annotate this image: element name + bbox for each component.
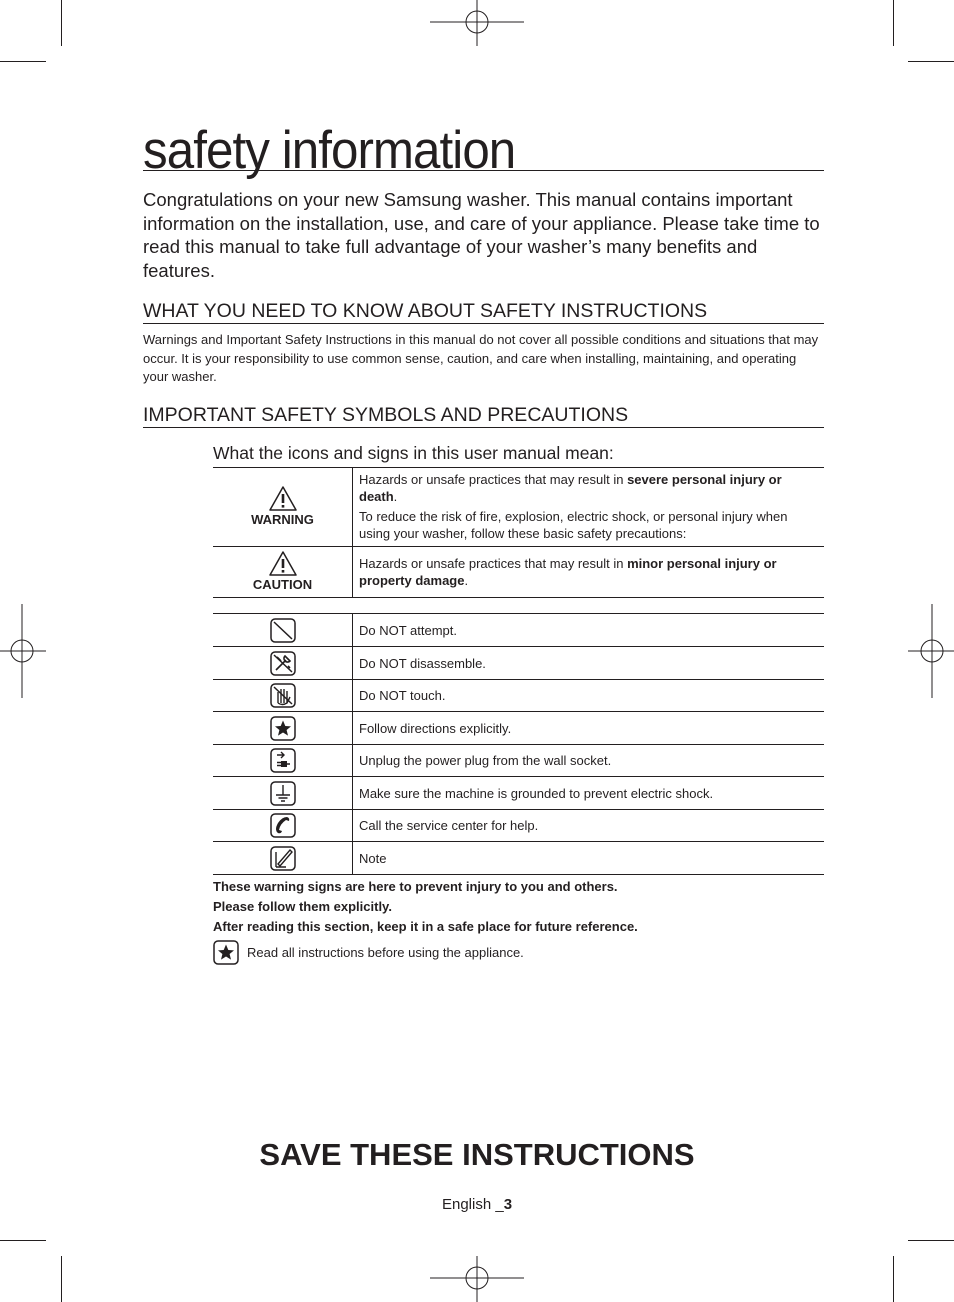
follow-directions-icon bbox=[270, 716, 296, 741]
warning-sign bbox=[213, 468, 353, 547]
symbols-subheading: What the icons and signs in this user manual mean: bbox=[213, 443, 614, 463]
registration-mark-icon bbox=[908, 604, 954, 698]
do-not-attempt-icon bbox=[270, 618, 296, 643]
warning-emphasis: severe personal injury or death bbox=[359, 472, 782, 504]
table-row bbox=[213, 712, 824, 745]
do-not-touch-icon bbox=[270, 683, 296, 708]
page-number: 3 bbox=[503, 1196, 513, 1213]
warning-notes bbox=[213, 877, 824, 937]
warning-row bbox=[213, 468, 824, 547]
symbol-description: Do NOT disassemble. bbox=[353, 647, 825, 680]
caution-triangle-icon bbox=[269, 551, 297, 576]
note-line: These warning signs are here to prevent injury to you and others. bbox=[213, 879, 618, 894]
save-instructions-heading: SAVE THESE INSTRUCTIONS bbox=[259, 1137, 695, 1172]
table-row bbox=[213, 680, 824, 712]
follow-directions-icon bbox=[213, 940, 239, 965]
ground-icon bbox=[270, 781, 296, 806]
warning-description: Hazards or unsafe practices that may result in severe personal injury or death. To reduce the risk of fire, explosion, electric shock, or personal injury when using your washer, follow these basic safety precautions: bbox=[353, 468, 825, 547]
note-line: Please follow them explicitly. bbox=[213, 899, 392, 914]
table-row bbox=[213, 842, 824, 875]
symbol-description: Do NOT attempt. bbox=[353, 614, 825, 647]
symbol-description: Follow directions explicitly. bbox=[353, 712, 825, 745]
table-row bbox=[213, 777, 824, 810]
note-line: After reading this section, keep it in a safe place for future reference. bbox=[213, 919, 638, 934]
crop-mark bbox=[0, 1240, 46, 1241]
crop-mark bbox=[893, 0, 894, 46]
symbol-description: Unplug the power plug from the wall socket. bbox=[353, 745, 825, 777]
caution-sign bbox=[213, 547, 353, 598]
read-all-text: Read all instructions before using the appliance. bbox=[247, 944, 524, 960]
caution-label: CAUTION bbox=[252, 577, 313, 592]
registration-mark-icon bbox=[430, 0, 524, 46]
crop-mark bbox=[0, 61, 46, 62]
read-all-instructions bbox=[213, 940, 524, 965]
section-text-safety-instructions: Warnings and Important Safety Instructions in this manual do not cover all possible conditions and situations that may occur. It is your responsibility to use common sense, caution, and care when installing, maintaining, and operating your washer. bbox=[143, 332, 819, 384]
crop-mark bbox=[61, 0, 62, 46]
caution-description: Hazards or unsafe practices that may result in minor personal injury or property damage. bbox=[353, 547, 825, 598]
symbol-description: Make sure the machine is grounded to prevent electric shock. bbox=[353, 777, 825, 810]
note-icon bbox=[270, 846, 296, 871]
crop-mark bbox=[61, 1256, 62, 1302]
caution-row bbox=[213, 547, 824, 598]
table-row bbox=[213, 614, 824, 647]
intro-text: Congratulations on your new Samsung washer. This manual contains important information on the installation, use, and care of your appliance. Please take time to read this manual to take full advantage of your washer’s many benefits and features. bbox=[143, 189, 820, 281]
section-heading-symbols: IMPORTANT SAFETY SYMBOLS AND PRECAUTIONS bbox=[143, 404, 824, 428]
crop-mark bbox=[908, 61, 954, 62]
caution-emphasis: minor personal injury or property damage bbox=[359, 556, 777, 588]
warning-triangle-icon bbox=[269, 486, 297, 511]
table-row bbox=[213, 745, 824, 777]
footer-language: English _ bbox=[441, 1196, 504, 1213]
call-service-icon bbox=[270, 813, 296, 838]
symbol-description: Call the service center for help. bbox=[353, 810, 825, 842]
symbol-table bbox=[213, 613, 824, 875]
symbol-description: Note bbox=[353, 842, 825, 875]
warning-text-2: To reduce the risk of fire, explosion, electric shock, or personal injury when using your washer, follow these basic safety precautions: bbox=[359, 509, 788, 541]
symbol-description: Do NOT touch. bbox=[353, 680, 825, 712]
signal-word-table bbox=[213, 467, 824, 598]
crop-mark bbox=[893, 1256, 894, 1302]
page-footer bbox=[0, 1196, 954, 1213]
registration-mark-icon bbox=[430, 1256, 524, 1302]
registration-mark-icon bbox=[0, 604, 46, 698]
section-heading-safety-instructions: WHAT YOU NEED TO KNOW ABOUT SAFETY INSTRUCTIONS bbox=[143, 300, 824, 324]
table-row bbox=[213, 810, 824, 842]
crop-mark bbox=[908, 1240, 954, 1241]
page-title: safety information bbox=[143, 118, 824, 171]
do-not-disassemble-icon bbox=[270, 651, 296, 676]
unplug-icon bbox=[270, 748, 296, 773]
warning-label: WARNING bbox=[251, 512, 314, 527]
table-row bbox=[213, 647, 824, 680]
